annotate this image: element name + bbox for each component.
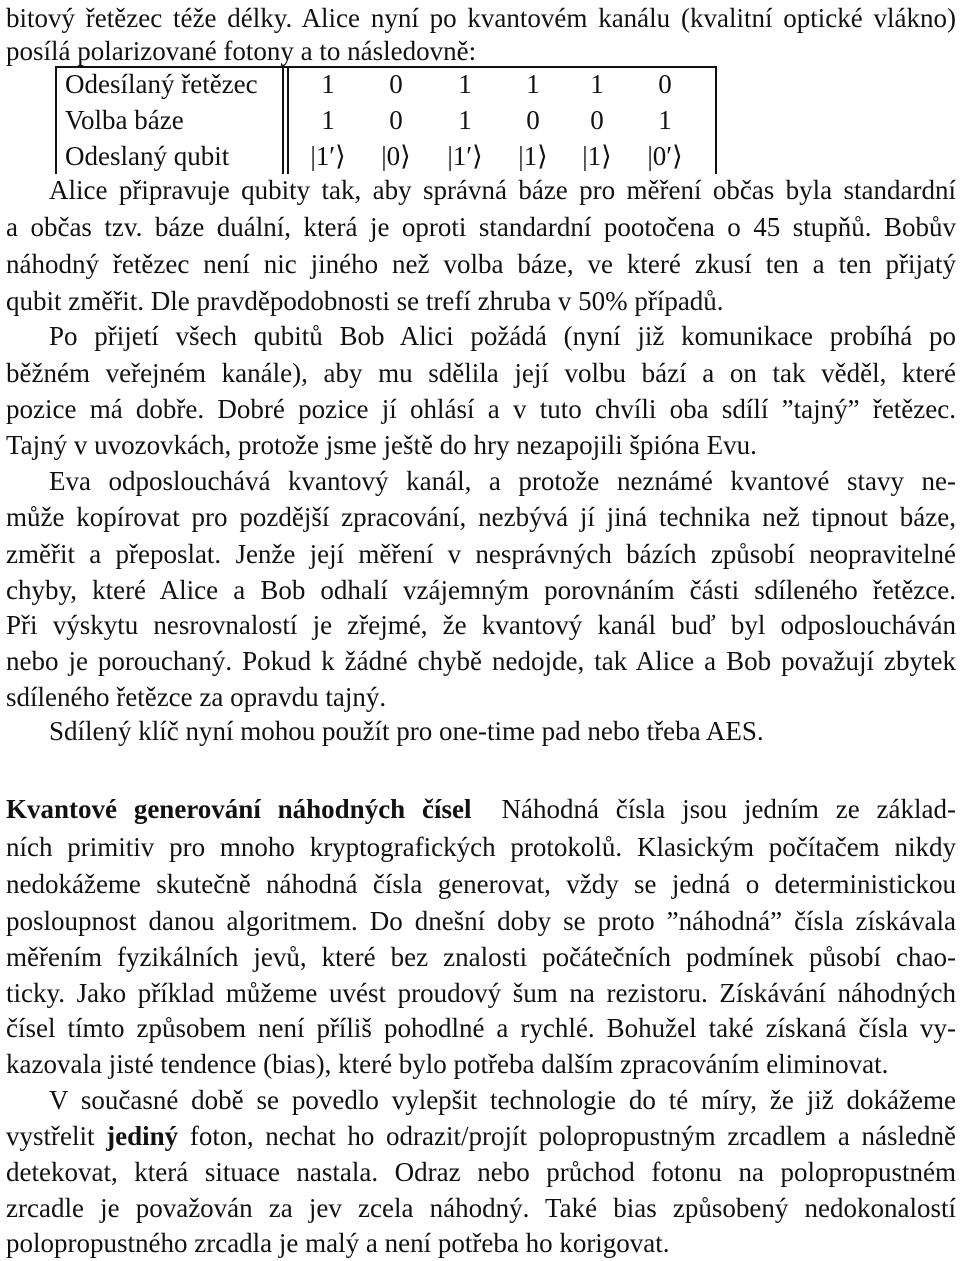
text-line: chyby, které Alice a Bob odhalí vzájemným porovnáním části sdíleného řetězce. [6, 575, 956, 605]
text-line: může kopírovat pro pozdější zpracování, nezbývá jí jiná technika než tipnout báze, [6, 502, 956, 532]
text-line: posloupnost danou algoritmem. Do dnešní doby se proto ”náhodná” čísla získávala [6, 906, 956, 936]
table-cell: |1⟩ [582, 141, 612, 171]
table-cell: 1 [590, 69, 604, 99]
text-line: detekovat, která situace nastala. Odraz nebo průchod fotonu na polopropustném [6, 1157, 956, 1187]
row-label: Odeslaný qubit [65, 141, 230, 171]
text-line [6, 172, 956, 208]
text-line: ních primitiv pro mnoho kryptografických protokolů. Klasickým počítačem nikdy [6, 832, 956, 862]
table-cell: 0 [658, 69, 672, 99]
section-first-line [6, 791, 956, 827]
row-label: Odesílaný řetězec [65, 69, 258, 99]
text-line: bitový řetězec téže délky. Alice nyní po kvantovém kanálu (kvalitní optické vlákno) [6, 3, 956, 33]
text-line-content: foton, nechat ho odrazit/projít polopropustným zrcadlem a následně [189, 1121, 957, 1151]
table-cell: |1′⟩ [310, 141, 346, 171]
table-cell: 0 [389, 105, 403, 135]
text-line: čísel tímto způsobem není příliš pohodlné a rychlé. Bohužel také získaná čísla vy- [6, 1013, 956, 1043]
emphasis-word: jediný [106, 1121, 179, 1151]
section-heading: Kvantové generování náhodných čísel [6, 794, 472, 824]
text-line: ticky. Jako příklad můžeme uvést proudový šum na rezistoru. Získávání náhodných [6, 978, 956, 1008]
text-line: změřit a přeposlat. Jenže její měření v nesprávných bázích způsobí neopravitelné [6, 539, 956, 569]
table-cell: 1 [658, 105, 672, 135]
text-line: Eva odposlouchává kvantový kanál, a protože neznámé kvantové stavy ne- [49, 466, 956, 496]
text-line: nebo je porouchaný. Pokud k žádné chybě nedojde, tak Alice a Bob považují zbytek [6, 646, 956, 676]
text-line: Sdílený klíč nyní mohou použít pro one-time pad nebo třeba AES. [49, 716, 764, 746]
text-line-content: vystřelit [6, 1121, 95, 1151]
text-line: měřením fyzikálních jevů, které bez znalosti počátečních podmínek působí chao- [6, 942, 956, 972]
table-separator-rule [287, 66, 289, 174]
table-cell: 1 [526, 69, 540, 99]
text-line-content: Náhodná čísla jsou jedním ze základ- [501, 794, 956, 824]
table-left-rule [55, 66, 57, 174]
table-cell: 1 [458, 69, 472, 99]
text-line: pozice má dobře. Dobré pozice jí ohlásí a v tuto chvíli oba sdílí ”tajný” řetězec. [6, 394, 956, 424]
table-cell: 0 [389, 69, 403, 99]
table-cell: 1 [321, 105, 335, 135]
table-cell: |0⟩ [381, 141, 411, 171]
text-line: kazovala jisté tendence (bias), které bylo potřeba dalším zpracováním eliminovat. [6, 1049, 889, 1079]
table-cell: |1′⟩ [447, 141, 483, 171]
table-cell: 1 [321, 69, 335, 99]
text-line: polopropustného zrcadla je malý a není potřeba ho korigovat. [6, 1228, 670, 1258]
table-cell: 0 [590, 105, 604, 135]
table-right-rule [715, 66, 717, 174]
text-line: sdíleného řetězce za opravdu tajný. [6, 682, 387, 712]
table-cell: 0 [526, 105, 540, 135]
text-line: zrcadle je považován za jev zcela náhodný. Také bias způsobený nedokonalostí [6, 1193, 956, 1223]
text-line [6, 1118, 956, 1154]
text-line: běžném veřejném kanále), aby mu sdělila její volbu bází a on tak věděl, které [6, 358, 956, 388]
text-line: qubit změřit. Dle pravděpodobnosti se trefí zhruba v 50% případů. [6, 286, 724, 316]
table-separator-rule [282, 66, 284, 174]
text-line-content: Alice připravuje qubity tak, aby správná báze pro měření občas byla standardní [49, 175, 956, 205]
table-cell: |0′⟩ [647, 141, 683, 171]
table-cell: 1 [458, 105, 472, 135]
text-line: posílá polarizované fotony a to následovně: [6, 36, 477, 66]
text-line: nedokážeme skutečně náhodná čísla generovat, vždy se jedná o deterministickou [6, 869, 956, 899]
row-label: Volba báze [65, 105, 184, 135]
text-line: V současné době se povedlo vylepšit technologie do té míry, že již dokážeme [49, 1085, 956, 1115]
text-line: Po přijetí všech qubitů Bob Alici požádá (nyní již komunikace probíhá po [49, 321, 956, 351]
text-line: náhodný řetězec není nic jiného než volba báze, ve které zkusí ten a ten přijatý [6, 249, 956, 279]
text-line: Tajný v uvozovkách, protože jsme ještě do hry nezapojili špióna Evu. [6, 430, 757, 460]
text-line: Při výskytu nesrovnalostí je zřejmé, že kvantový kanál buď byl odposloucháván [6, 610, 956, 640]
table-cell: |1⟩ [518, 141, 548, 171]
text-line: a občas tzv. báze duální, která je oproti standardní pootočena o 45 stupňů. Bobův [6, 212, 956, 242]
